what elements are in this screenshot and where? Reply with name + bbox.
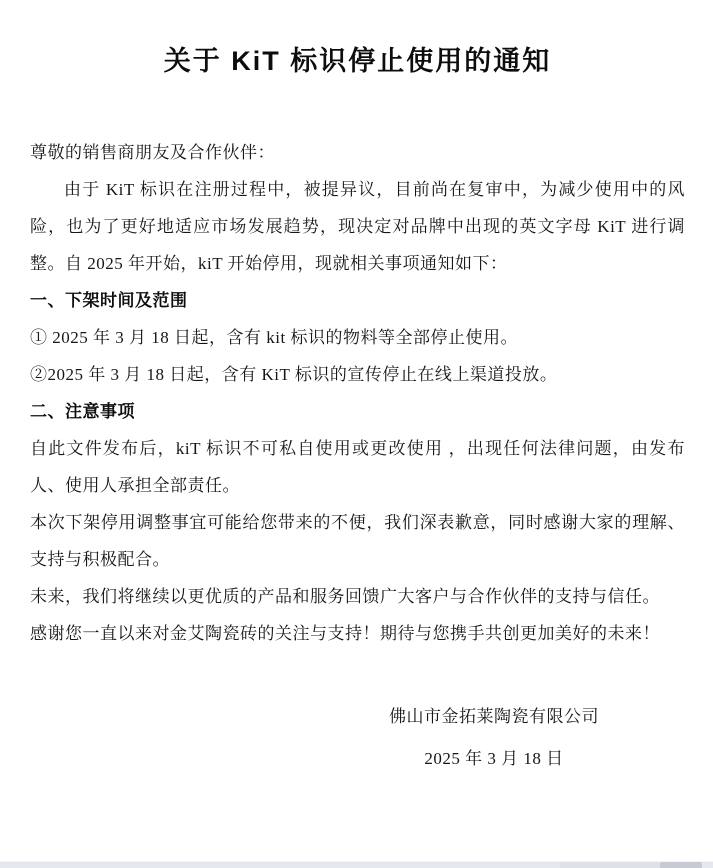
signature-company: 佛山市金拓莱陶瓷有限公司: [389, 707, 599, 726]
section2-heading: 二、注意事项: [30, 402, 135, 421]
section1-item-1: ① 2025 年 3 月 18 日起，含有 kit 标识的物料等全部停止使用。: [30, 328, 518, 347]
signature-date: 2025 年 3 月 18 日: [424, 749, 564, 768]
section1-heading: 一、下架时间及范围: [30, 291, 188, 310]
horizontal-scrollbar-shade: [560, 862, 660, 868]
signature-block: [389, 696, 599, 780]
section2-paragraph-1: 自此文件发布后，kiT 标识不可私自使用或更改使用 ，出现任何法律问题，由发布人、使用人承担全部责任。: [30, 439, 685, 495]
horizontal-scrollbar-thumb[interactable]: [660, 862, 702, 868]
section1-item-2: ②2025 年 3 月 18 日起，含有 KiT 标识的宣传停止在线上渠道投放。: [30, 365, 558, 384]
intro-paragraph: 由于 KiT 标识在注册过程中，被提异议，目前尚在复审中，为减少使用中的风险，也为了更好地适应市场发展趋势，现决定对品牌中出现的英文字母 KiT 进行调整。自 2025 年开始，kiT 开始停用，现就相关事项通知如下：: [30, 180, 685, 273]
section2-paragraph-2: 本次下架停用调整事宜可能给您带来的不便，我们深表歉意，同时感谢大家的理解、支持与积极配合。: [30, 513, 685, 569]
section2-paragraph-4: 感谢您一直以来对金艾陶瓷砖的关注与支持！期待与您携手共创更加美好的未来！: [30, 624, 660, 643]
horizontal-scrollbar[interactable]: [0, 861, 713, 868]
document-title: 关于 KiT 标识停止使用的通知: [163, 46, 552, 76]
section2-paragraph-3: 未来，我们将继续以更优质的产品和服务回馈广大客户与合作伙伴的支持与信任。: [30, 587, 660, 606]
salutation: 尊敬的销售商朋友及合作伙伴：: [30, 143, 275, 162]
